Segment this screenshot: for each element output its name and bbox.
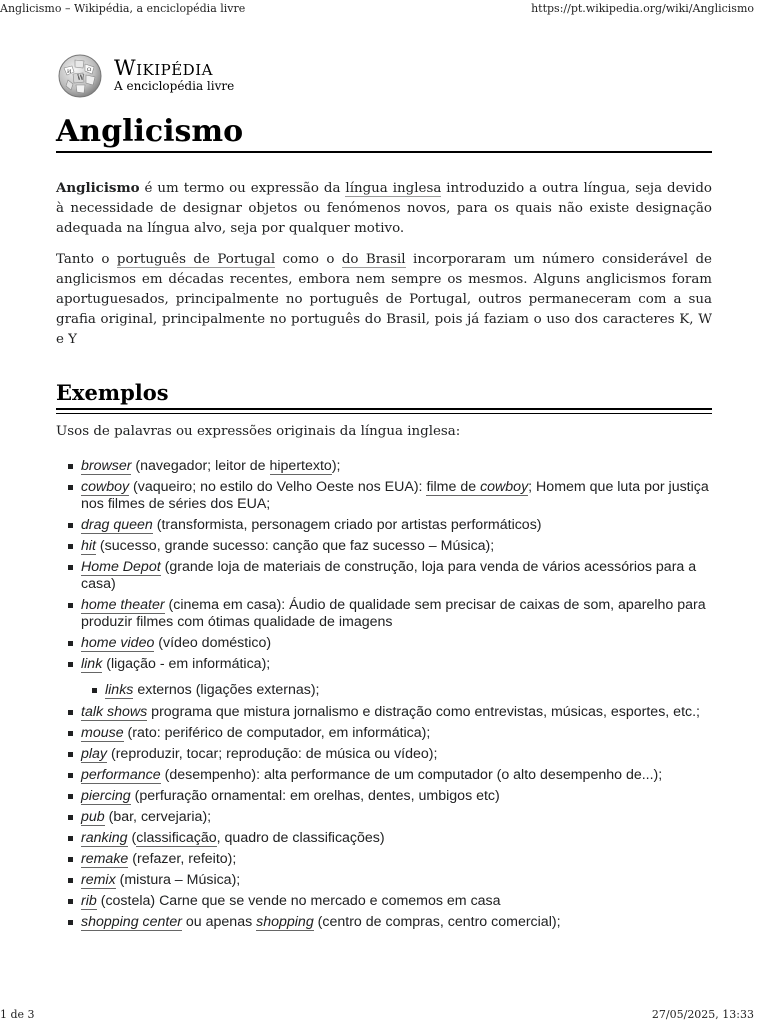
item-text-end: ); <box>331 458 341 474</box>
square-bullet-icon <box>68 603 73 608</box>
inline-link[interactable] <box>256 914 314 931</box>
list-item <box>68 458 712 475</box>
second-paragraph <box>56 250 712 350</box>
list-item <box>68 559 712 593</box>
list-item <box>68 635 712 652</box>
p2-text-2: como o <box>275 252 342 267</box>
p2-text-3: incorporaram um número considerável de anglicismos em décadas recentes, embora nem sempre os mesmos. Alguns anglicismos foram aportuguesados, principalmente no português de Portugal, outros permaneceram com a sua grafia original, principalmente no português do Brasil, pois já faziam o uso dos caracteres K, W e Y <box>56 252 712 347</box>
p1-text-2: introduzido a outra língua, seja devido à necessidade de designar objetos ou fenómenos novos, para os quais não existe designação adequada na língua alvo, seja por qualquer motivo. <box>56 181 712 236</box>
item-text: (bar, cervejaria); <box>104 809 212 825</box>
page-title: Anglicismo <box>56 114 712 153</box>
examples-list <box>68 458 712 935</box>
item-text: (rato: periférico de computador, em informática); <box>123 725 431 741</box>
link-portugues-de-portugal[interactable]: português de Portugal <box>116 252 276 267</box>
print-page-number: 1 de 3 <box>0 1008 35 1021</box>
section-heading-exemplos: Exemplos <box>56 380 712 410</box>
item-text: (transformista, personagem criado por artistas performáticos) <box>152 517 542 533</box>
square-bullet-icon <box>68 565 73 570</box>
square-bullet-icon <box>68 662 73 667</box>
item-text-end: (centro de compras, centro comercial); <box>313 914 561 930</box>
inline-link[interactable] <box>136 830 216 847</box>
item-text: (vaqueiro; no estilo do Velho Oeste nos EUA): <box>129 479 427 495</box>
item-text: (costela) Carne que se vende no mercado e comemos em casa <box>96 893 501 909</box>
print-datetime: 27/05/2025, 13:33 <box>651 1008 754 1021</box>
term-link[interactable]: remix <box>81 872 116 888</box>
square-bullet-icon <box>68 752 73 757</box>
item-text: (reproduzir, tocar; reprodução: de música ou vídeo); <box>107 746 438 762</box>
item-text: (refazer, refeito); <box>128 851 237 867</box>
inline-link-italic: cowboy <box>480 479 529 495</box>
list-item <box>68 872 712 889</box>
term-link[interactable]: pub <box>81 809 105 825</box>
print-page-title: Anglicismo – Wikipédia, a enciclopédia livre <box>0 2 246 15</box>
term-link[interactable]: talk shows <box>81 704 148 720</box>
item-text: (cinema em casa): Áudio de qualidade sem precisar de caixas de som, aparelho para produzir filmes com ótimas qualidade de imagens <box>81 597 706 630</box>
inline-link-italic: shopping <box>256 914 314 930</box>
term-link[interactable]: home video <box>81 635 155 651</box>
term-link[interactable]: hit <box>81 538 96 554</box>
square-bullet-icon <box>68 485 73 490</box>
item-text: (desempenho): alta performance de um computador (o alto desempenho de...); <box>160 767 663 783</box>
p2-text-1: Tanto o <box>56 252 117 267</box>
term-link[interactable]: links <box>105 682 134 698</box>
square-bullet-icon <box>68 794 73 799</box>
wikipedia-wordmark: Wikipédia <box>114 56 213 80</box>
wikipedia-tagline: A enciclopédia livre <box>114 79 235 93</box>
sub-list-item <box>68 682 712 699</box>
term-link[interactable]: remake <box>81 851 129 867</box>
article-term-bold: Anglicismo <box>56 180 140 196</box>
item-text: ou apenas <box>181 914 257 930</box>
square-bullet-icon <box>68 899 73 904</box>
term-link[interactable]: cowboy <box>81 479 130 495</box>
list-item <box>68 893 712 910</box>
term-link[interactable]: home theater <box>81 597 165 613</box>
item-text: ( <box>127 830 137 846</box>
print-header <box>0 0 768 18</box>
term-link[interactable]: link <box>81 656 103 672</box>
square-bullet-icon <box>68 920 73 925</box>
square-bullet-icon <box>92 688 97 693</box>
square-bullet-icon <box>68 464 73 469</box>
square-bullet-icon <box>68 815 73 820</box>
section-intro: Usos de palavras ou expressões originais da língua inglesa: <box>56 424 461 439</box>
wikipedia-globe-icon <box>56 52 104 100</box>
term-link[interactable]: shopping center <box>81 914 182 930</box>
print-page-url[interactable]: https://pt.wikipedia.org/wiki/Anglicismo <box>531 2 754 15</box>
square-bullet-icon <box>68 544 73 549</box>
print-footer <box>0 1006 768 1024</box>
p1-text-1: é um termo ou expressão da <box>139 181 346 196</box>
square-bullet-icon <box>68 523 73 528</box>
square-bullet-icon <box>68 710 73 715</box>
item-text: (mistura – Música); <box>115 872 241 888</box>
square-bullet-icon <box>68 731 73 736</box>
list-item <box>68 517 712 534</box>
term-link[interactable]: piercing <box>81 788 131 804</box>
term-link[interactable]: Home Depot <box>81 559 161 575</box>
list-item <box>68 809 712 826</box>
list-item <box>68 746 712 763</box>
item-text-end: ; Homem que luta por justiça nos filmes de séries dos EUA; <box>81 479 709 512</box>
item-text: (sucesso, grande sucesso: canção que faz sucesso – Música); <box>95 538 495 554</box>
term-link[interactable]: performance <box>81 767 161 783</box>
term-link[interactable]: browser <box>81 458 132 474</box>
svg-text:И: И <box>67 69 72 75</box>
list-item <box>68 767 712 784</box>
square-bullet-icon <box>68 773 73 778</box>
link-lingua-inglesa[interactable]: língua inglesa <box>345 181 442 196</box>
item-text: (grande loja de materiais de construção, loja para venda de vários acessórios para a casa) <box>81 559 697 592</box>
list-item <box>68 597 712 631</box>
list-item <box>68 704 712 721</box>
list-item <box>68 725 712 742</box>
inline-link-text: filme de <box>426 479 481 495</box>
inline-link[interactable] <box>426 479 528 496</box>
item-text: programa que mistura jornalismo e distração como entrevistas, músicas, esportes, etc.; <box>147 704 700 720</box>
square-bullet-icon <box>68 836 73 841</box>
square-bullet-icon <box>68 641 73 646</box>
term-link[interactable]: play <box>81 746 108 762</box>
list-item <box>68 851 712 868</box>
list-item <box>68 914 712 931</box>
list-item <box>68 538 712 555</box>
term-link[interactable]: drag queen <box>81 517 153 533</box>
list-item <box>68 830 712 847</box>
term-link[interactable]: rib <box>81 893 97 909</box>
link-do-brasil[interactable]: do Brasil <box>341 252 406 267</box>
inline-link[interactable] <box>270 458 332 475</box>
list-item <box>68 656 712 673</box>
list-item <box>68 479 712 513</box>
term-link[interactable]: ranking <box>81 830 128 846</box>
item-text: (perfuração ornamental: em orelhas, dentes, umbigos etc) <box>130 788 500 804</box>
square-bullet-icon <box>68 878 73 883</box>
list-item <box>68 788 712 805</box>
item-text: (vídeo doméstico) <box>154 635 272 651</box>
item-text-end: , quadro de classificações) <box>216 830 385 846</box>
inline-link-text: hipertexto <box>269 458 332 474</box>
square-bullet-icon <box>68 857 73 862</box>
term-link[interactable]: mouse <box>81 725 124 741</box>
item-text: (navegador; leitor de <box>131 458 270 474</box>
wikipedia-logo[interactable] <box>56 52 316 100</box>
item-text: (ligação - em informática); <box>102 656 271 672</box>
item-text: externos (ligações externas); <box>133 682 320 698</box>
intro-paragraph <box>56 178 712 239</box>
svg-text:W: W <box>77 74 85 82</box>
svg-text:Ω: Ω <box>87 67 92 73</box>
inline-link-text: classificação <box>136 830 217 846</box>
